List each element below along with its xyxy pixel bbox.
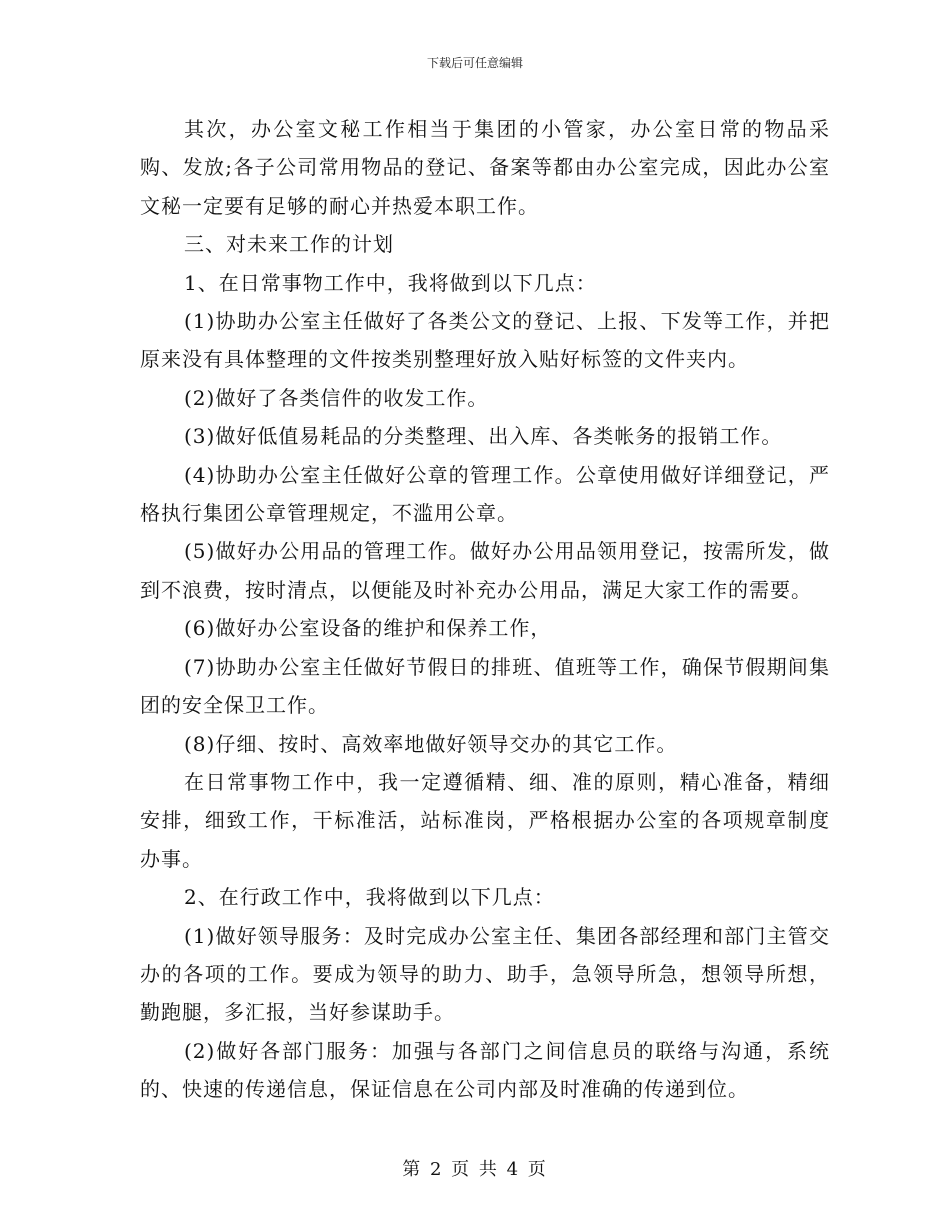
- list-item: (5)做好办公用品的管理工作。做好办公用品领用登记，按需所发，做到不浪费，按时清点，以便能及时补充办公用品，满足大家工作的需要。: [140, 539, 830, 602]
- paragraph: 其次，办公室文秘工作相当于集团的小管家，办公室日常的物品采购、发放;各子公司常用物品的登记、备案等都由办公室完成，因此办公室文秘一定要有足够的耐心并热爱本职工作。: [140, 117, 830, 218]
- header-note: 下载后可任意编辑: [426, 56, 523, 70]
- page-number: 第 2 页 共 4 页: [402, 1159, 548, 1180]
- list-item: (1)协助办公室主任做好了各类公文的登记、上报、下发等工作，并把原来没有具体整理的文件按类别整理好放入贴好标签的文件夹内。: [140, 309, 830, 372]
- list-item: (3)做好低值易耗品的分类整理、出入库、各类帐务的报销工作。: [184, 424, 783, 449]
- document-body: [140, 110, 830, 1109]
- list-item: (6)做好办公室设备的维护和保养工作，: [184, 616, 552, 641]
- section-heading: 三、对未来工作的计划: [184, 232, 394, 257]
- list-item: (7)协助办公室主任做好节假日的排班、值班等工作，确保节假期间集团的安全保卫工作。: [140, 654, 830, 718]
- list-item: (2)做好了各类信件的收发工作。: [184, 385, 489, 410]
- list-item: (1)做好领导服务：及时完成办公室主任、集团各部经理和部门主管交办的各项的工作。要成为领导的助力、助手，急领导所急，想领导所想，勤跑腿，多汇报，当好参谋助手。: [140, 923, 830, 1025]
- list-item: (4)协助办公室主任做好公章的管理工作。公章使用做好详细登记，严格执行集团公章管理规定，不滥用公章。: [140, 462, 830, 526]
- list-item: (2)做好各部门服务：加强与各部门之间信息员的联络与沟通，系统的、快速的传递信息，保证信息在公司内部及时准确的传递到位。: [140, 1038, 830, 1102]
- paragraph: 在日常事物工作中，我一定遵循精、细、准的原则，精心准备，精细安排，细致工作，干标准活，站标准岗，严格根据办公室的各项规章制度办事。: [140, 769, 830, 871]
- subsection-heading: 1、在日常事物工作中，我将做到以下几点：: [184, 270, 597, 295]
- list-item: (8)仔细、按时、高效率地做好领导交办的其它工作。: [184, 731, 678, 756]
- subsection-heading: 2、在行政工作中，我将做到以下几点：: [184, 885, 555, 910]
